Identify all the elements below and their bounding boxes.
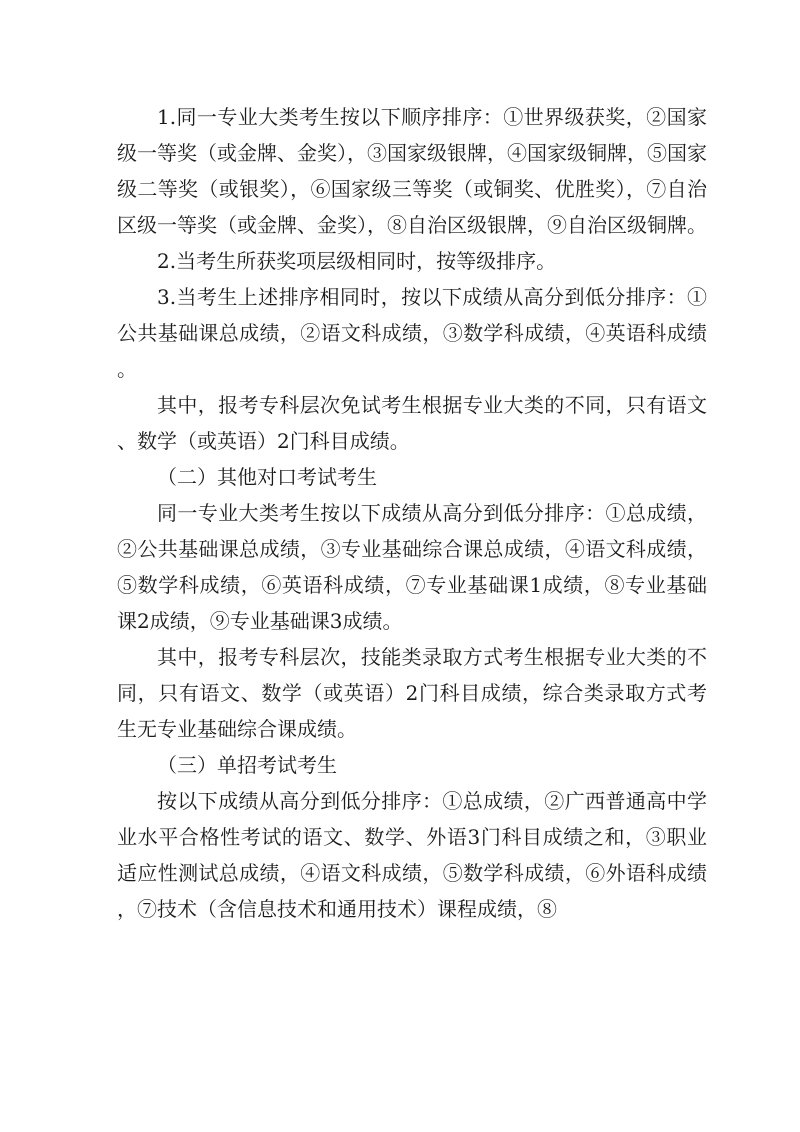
section-heading-single-exam: （三）单招考试考生 — [157, 753, 337, 777]
paragraph-award-order: 1.同一专业大类考生按以下顺序排序：①世界级获奖，②国家级一等奖（或金牌、金奖），③国家级银牌，④国家级铜牌，⑤国家级二等奖（或银奖），⑥国家级三等奖（或铜奖、优胜奖），⑦自治区级一等奖（或金牌、金奖），⑧自治区级银牌，⑨自治区级铜牌。 — [117, 105, 707, 237]
paragraph-other-exam-order: 同一专业大类考生按以下成绩从高分到低分排序：①总成绩，②公共基础课总成绩，③专业基础综合课总成绩，④语文科成绩，⑤数学科成绩，⑥英语科成绩，⑦专业基础课1成绩，⑧专业基础课2成绩，⑨专业基础课3成绩。 — [117, 501, 707, 633]
paragraph-same-level: 2.当考生所获奖项层级相同时，按等级排序。 — [157, 249, 557, 273]
paragraph-single-exam-order: 按以下成绩从高分到低分排序：①总成绩，②广西普通高中学业水平合格性考试的语文、数学、外语3门科目成绩之和，③职业适应性测试总成绩，④语文科成绩，⑤数学科成绩，⑥外语科成绩，⑦技术（含信息技术和通用技术）课程成绩，⑧ — [117, 789, 707, 921]
paragraph-exempt-note: 其中，报考专科层次免试考生根据专业大类的不同，只有语文、数学（或英语）2门科目成绩。 — [117, 393, 707, 453]
document-body — [117, 99, 707, 927]
paragraph-score-order: 3.当考生上述排序相同时，按以下成绩从高分到低分排序：①公共基础课总成绩，②语文科成绩，③数学科成绩，④英语科成绩。 — [117, 285, 707, 381]
paragraph-other-exam-note: 其中，报考专科层次，技能类录取方式考生根据专业大类的不同，只有语文、数学（或英语）2门科目成绩，综合类录取方式考生无专业基础综合课成绩。 — [117, 645, 707, 741]
section-heading-other-exam: （二）其他对口考试考生 — [157, 465, 377, 489]
